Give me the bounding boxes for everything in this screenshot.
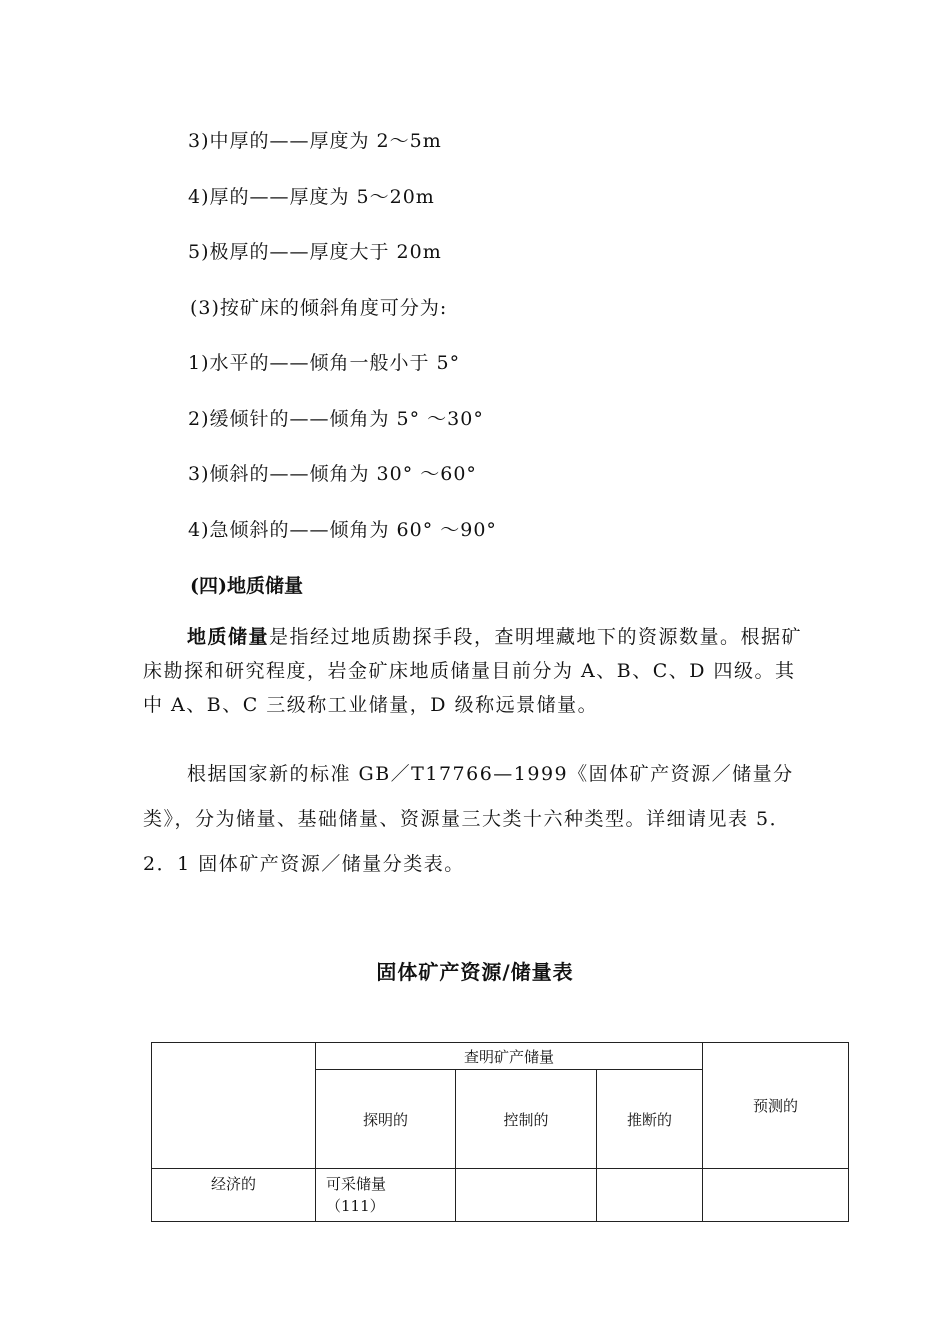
table-corner-cell — [152, 1043, 316, 1169]
table-cell-line: 可采储量 — [326, 1175, 387, 1193]
table-cell-empty — [703, 1169, 849, 1222]
table-cell-empty — [456, 1169, 597, 1222]
paragraph-text: 是指经过地质勘探手段，查明埋藏地下的资源数量。根据矿床勘探和研究程度，岩金矿床地质储量目前分为 A、B、C、D 四级。其中 A、B、C 三级称工业储量，D 级称远景储量。 — [143, 626, 803, 716]
section-heading: (四)地质储量 — [190, 575, 303, 597]
table-header-explored: 探明的 — [316, 1070, 456, 1169]
text-line-3: 5)极厚的——厚度大于 20m — [188, 241, 442, 263]
paragraph-standard-text: 根据国家新的标准 GB／T17766—1999《固体矿产资源／储量分类》，分为储量、基础储量、资源量三大类十六种类型。详细请见表 5．2．1 固体矿产资源／储量分类表。 — [143, 763, 794, 875]
table-header-inferred: 推断的 — [597, 1070, 703, 1169]
paragraph-standard — [143, 752, 813, 887]
text-line-2: 4)厚的——厚度为 5～20m — [188, 186, 435, 208]
resource-table — [151, 1042, 849, 1222]
table-title: 固体矿产资源/储量表 — [376, 960, 574, 984]
table-group-header: 查明矿产储量 — [316, 1043, 703, 1070]
text-line-4: (3)按矿床的倾斜角度可分为: — [190, 297, 448, 319]
table-row-label-economic: 经济的 — [152, 1169, 316, 1222]
text-line-5: 1)水平的——倾角一般小于 5° — [188, 352, 461, 374]
paragraph-geological-reserves — [143, 620, 813, 722]
paragraph-term: 地质储量 — [187, 626, 270, 648]
text-line-6: 2)缓倾针的——倾角为 5° ～30° — [188, 408, 484, 430]
text-line-8: 4)急倾斜的——倾角为 60° ～90° — [188, 519, 497, 541]
text-line-7: 3)倾斜的——倾角为 30° ～60° — [188, 463, 477, 485]
table-cell-empty — [597, 1169, 703, 1222]
table-header-predicted: 预测的 — [703, 1043, 849, 1169]
table-header-controlled: 控制的 — [456, 1070, 597, 1169]
table-cell-line: （111） — [326, 1197, 385, 1215]
table-cell-recoverable — [316, 1169, 456, 1222]
text-line-1: 3)中厚的——厚度为 2～5m — [188, 130, 442, 152]
